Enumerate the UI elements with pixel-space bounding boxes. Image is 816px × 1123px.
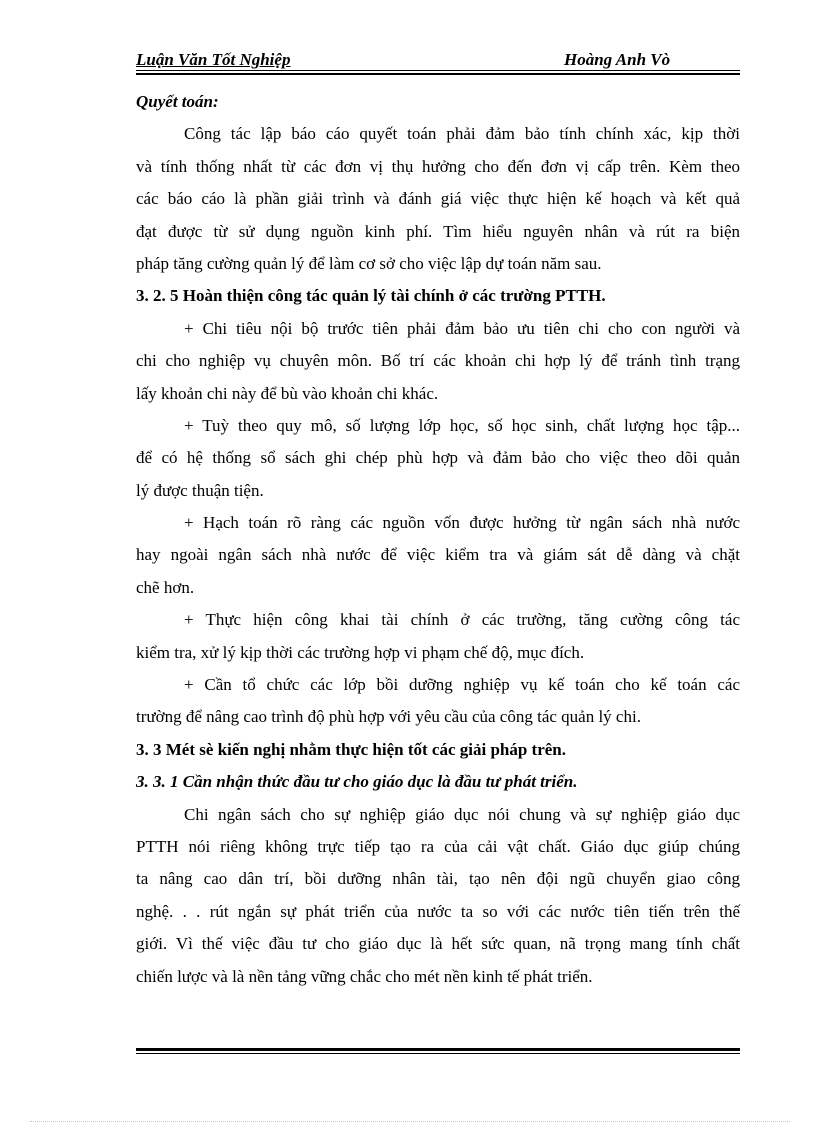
heading-3-3: 3. 3 Mét sè kiến nghị nhằm thực hiện tốt các giải pháp trên. [136, 739, 567, 759]
body-line: và tính thống nhất từ các đơn vị thụ hưởng cho đến đơn vị cấp trên. Kèm theo [136, 156, 740, 176]
body-line: PTTH nói riêng không trực tiếp tạo ra của cải vật chất. Giáo dục giúp chúng [136, 836, 740, 856]
body-line: giới. Vì thế việc đầu tư cho giáo dục là hết sức quan, nã trọng mang tính chất [136, 934, 740, 954]
body-line: + Chi tiêu nội bộ trước tiên phải đảm bảo ưu tiên chi cho con người và [184, 318, 740, 338]
body-line: Chi ngân sách cho sự nghiệp giáo dục nói chung và sự nghiệp giáo dục [184, 804, 740, 824]
document-body [136, 86, 740, 993]
body-line: pháp tăng cường quản lý để làm cơ sở cho việc lập dự toán năm sau. [136, 253, 602, 273]
body-line: lý được thuận tiện. [136, 480, 264, 500]
footer-divider [136, 1053, 740, 1054]
body-line: trường để nâng cao trình độ phù hợp với yêu cầu của công tác quản lý chi. [136, 707, 641, 727]
header-divider-thick [136, 73, 740, 75]
body-line: + Thực hiện công khai tài chính ở các trường, tăng cường công tác [184, 610, 740, 630]
page-edge-dots [30, 1121, 790, 1122]
page-header [136, 50, 740, 72]
header-divider [136, 70, 740, 71]
body-line: ta nâng cao dân trí, bồi dưỡng nhân tài, tạo nên đội ngũ chuyển giao công [136, 869, 740, 889]
body-line: + Hạch toán rõ ràng các nguồn vốn được hưởng từ ngân sách nhà nước [184, 513, 740, 533]
body-line: chiến lược và là nền tảng vững chắc cho mét nền kinh tế phát triển. [136, 966, 593, 986]
body-line: đạt được từ sử dụng nguồn kinh phí. Tìm hiểu nguyên nhân và rút ra biện [136, 221, 740, 241]
body-line: hay ngoài ngân sách nhà nước để việc kiểm tra và giám sát dễ dàng và chặt [136, 545, 740, 565]
body-line: + Cần tổ chức các lớp bồi dưỡng nghiệp vụ kế toán cho kế toán các [184, 675, 740, 695]
section-label-settlement: Quyết toán: [136, 92, 219, 111]
body-line: chi cho nghiệp vụ chuyên môn. Bố trí các khoản chi hợp lý để tránh tình trạng [136, 351, 740, 371]
footer-divider-thick [136, 1048, 740, 1051]
header-author-name: Hoàng Anh Vò [564, 50, 671, 69]
body-line: chẽ hơn. [136, 577, 195, 597]
heading-3-3-1: 3. 3. 1 Cần nhận thức đầu tư cho giáo dục là đầu tư phát triển. [136, 772, 578, 792]
body-line: nghệ. . . rút ngắn sự phát triển của nước ta so với các nước tiên tiến trên thế [136, 901, 740, 921]
body-line: + Tuỳ theo quy mô, số lượng lớp học, số học sinh, chất lượng học tập... [184, 415, 740, 435]
body-line: Công tác lập báo cáo quyết toán phải đảm bảo tính chính xác, kịp thời [184, 124, 740, 144]
body-line: kiểm tra, xử lý kịp thời các trường hợp vi phạm chế độ, mục đích. [136, 642, 585, 662]
body-line: lấy khoản chi này để bù vào khoản chi khác. [136, 383, 439, 403]
body-line: các báo cáo là phần giải trình và đánh giá việc thực hiện kế hoạch và kết quả [136, 189, 740, 209]
header-thesis-title: Luận Văn Tốt Nghiệp [136, 50, 291, 69]
heading-3-2-5: 3. 2. 5 Hoàn thiện công tác quản lý tài chính ở các trường PTTH. [136, 286, 606, 306]
body-line: để có hệ thống sổ sách ghi chép phù hợp và đảm bảo cho việc theo dõi quản [136, 448, 740, 468]
